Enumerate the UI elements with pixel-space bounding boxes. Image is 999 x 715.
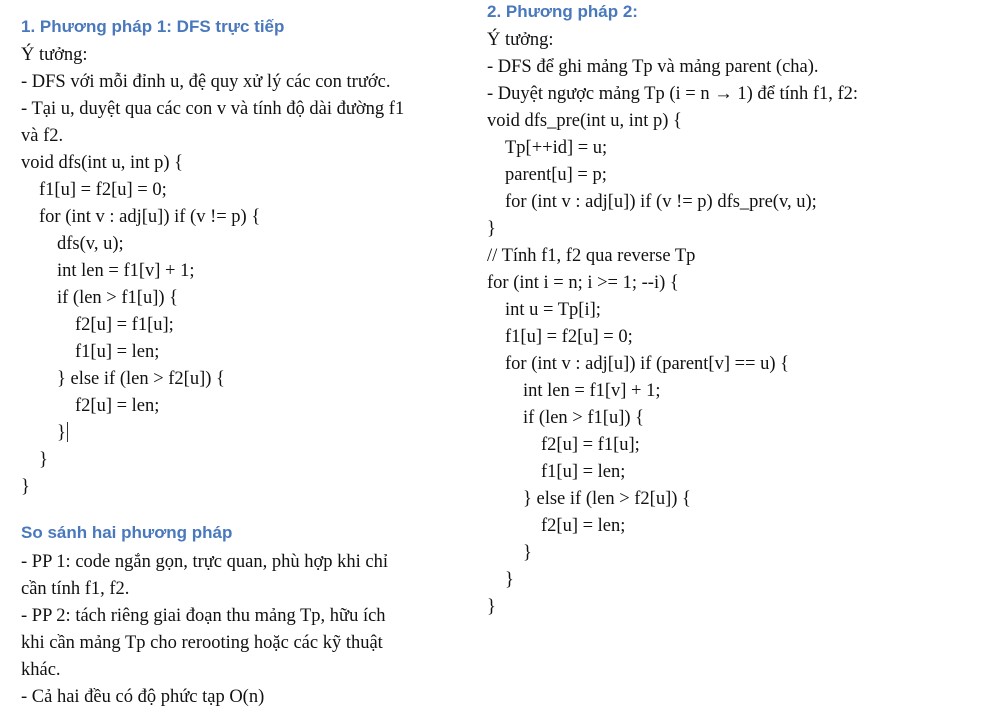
code-line: for (int i = n; i >= 1; --i) { [487,273,679,293]
idea-label: Ý tưởng: [487,30,554,50]
code-line: for (int v : adj[u]) if (v != p) dfs_pre(v, u); [505,192,817,212]
code-line: if (len > f1[u]) { [57,288,179,308]
code-line: } else if (len > f2[u]) { [57,369,225,389]
code-line: parent[u] = p; [505,165,607,185]
code-line: f1[u] = len; [75,342,160,362]
code-line: if (len > f1[u]) { [523,408,645,428]
text-line: - DFS để ghi mảng Tp và mảng parent (cha). [487,57,819,77]
code-line: for (int v : adj[u]) if (parent[v] == u) { [505,354,790,374]
text-line: - DFS với mỗi đỉnh u, đệ quy xử lý các con trước. [21,72,391,92]
section-heading-comparison: So sánh hai phương pháp [21,523,233,542]
text-line: - PP 1: code ngắn gọn, trực quan, phù hợp khi chỉ [21,552,388,572]
code-line: f2[u] = f1[u]; [75,315,174,335]
section-heading-method-2: 2. Phương pháp 2: [487,2,638,21]
code-line: } [39,450,48,470]
code-text: } [57,423,66,443]
code-line: int len = f1[v] + 1; [523,381,661,401]
code-line: } [487,219,496,239]
code-line: f2[u] = f1[u]; [541,435,640,455]
text-line: - PP 2: tách riêng giai đoạn thu mảng Tp, hữu ích [21,606,386,626]
text-line: cần tính f1, f2. [21,579,130,599]
code-line: } [523,543,532,563]
code-line: void dfs_pre(int u, int p) { [487,111,682,131]
text-line: - Duyệt ngược mảng Tp (i = n → 1) để tính f1, f2: [487,84,859,104]
code-line: } [487,597,496,617]
code-comment: // Tính f1, f2 qua reverse Tp [487,246,696,266]
text-line: và f2. [21,126,64,146]
code-line: int u = Tp[i]; [505,300,601,320]
code-line-with-cursor [57,420,68,447]
code-line: f1[u] = f2[u] = 0; [505,327,633,347]
code-line: int len = f1[v] + 1; [57,261,195,281]
idea-label: Ý tưởng: [21,45,88,65]
text-line: khi cần mảng Tp cho rerooting hoặc các kỹ thuật [21,633,383,653]
text-cursor [67,422,68,442]
code-line: f2[u] = len; [541,516,626,536]
code-line: f2[u] = len; [75,396,160,416]
text-line: khác. [21,660,61,680]
code-line: for (int v : adj[u]) if (v != p) { [39,207,261,227]
code-line: } [505,570,514,590]
section-heading-method-1: 1. Phương pháp 1: DFS trực tiếp [21,17,285,36]
code-line: dfs(v, u); [57,234,124,254]
code-line: f1[u] = f2[u] = 0; [39,180,167,200]
code-line: f1[u] = len; [541,462,626,482]
code-line: Tp[++id] = u; [505,138,608,158]
code-line: } else if (len > f2[u]) { [523,489,691,509]
code-line: void dfs(int u, int p) { [21,153,184,173]
code-line: } [21,477,30,497]
text-line: - Cả hai đều có độ phức tạp O(n) [21,687,265,707]
text-line: - Tại u, duyệt qua các con v và tính độ dài đường f1 [21,99,405,119]
